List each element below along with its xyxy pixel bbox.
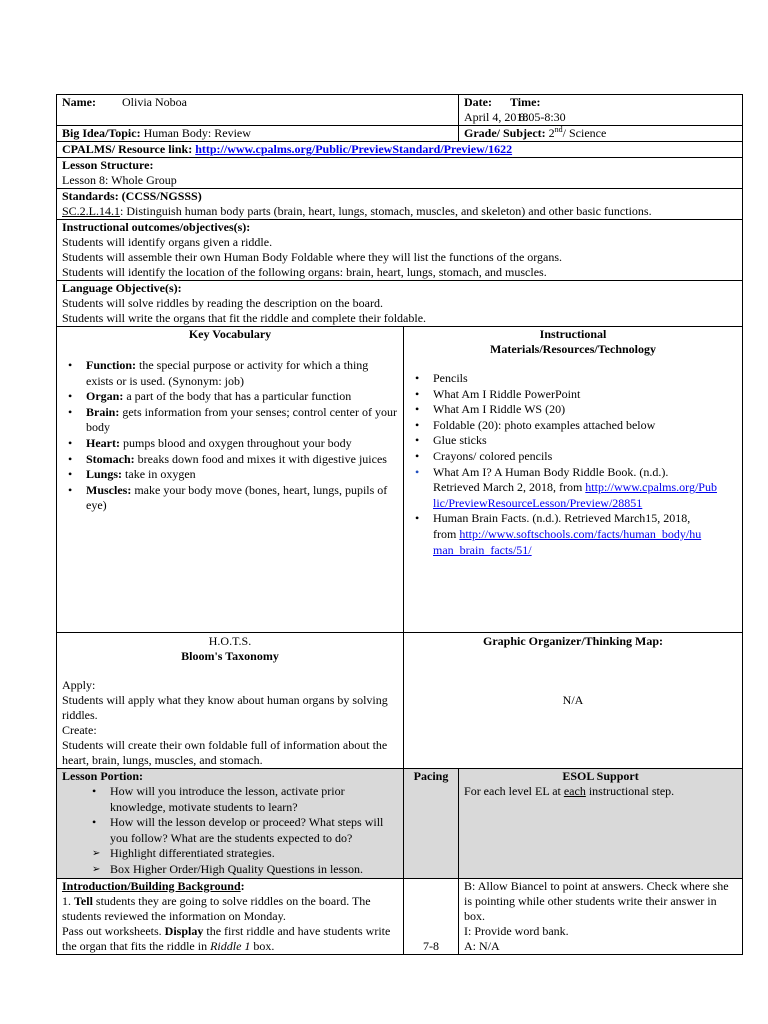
hots-title: H.O.T.S. bbox=[208, 634, 252, 648]
lesson-portion-note: ➢ Highlight differentiated strategies. bbox=[88, 846, 398, 862]
key-vocabulary-title: Key Vocabulary bbox=[188, 327, 272, 341]
name-value: Olivia Noboa bbox=[121, 95, 187, 109]
language-objectives-cell bbox=[57, 281, 743, 327]
vocabulary-item: • Lungs: take in oxygen bbox=[62, 467, 398, 483]
standards-label: Standards: (CCSS/NGSSS) bbox=[62, 189, 202, 203]
language-objective-line: Students will solve riddles by reading the description on the board. bbox=[62, 296, 383, 310]
introduction-title: Introduction/Building Background bbox=[62, 878, 241, 893]
big-idea-label: Big Idea/Topic: bbox=[62, 126, 141, 140]
introduction-step-2: Pass out worksheets. Display the first riddle and have students write the organ that fits the riddle in Riddle 1 box. bbox=[62, 923, 391, 953]
esol-intermediate: I: Provide word bank. bbox=[464, 923, 569, 938]
lesson-portion-arrows bbox=[62, 846, 398, 877]
outcome-line: Students will identify the location of the following organs: brain, heart, lungs, stomach, and muscles. bbox=[62, 265, 547, 279]
introduction-step-1: 1. Tell students they are going to solve riddles on the board. The students reviewed the information on Monday. bbox=[62, 893, 371, 923]
pacing-title: Pacing bbox=[413, 769, 449, 783]
outcome-line: Students will identify organs given a riddle. bbox=[62, 235, 273, 249]
reference-text: What Am I? A Human Body Riddle Book. (n.d.). Retrieved March 2, 2018, from bbox=[433, 464, 669, 495]
material-reference bbox=[409, 465, 737, 512]
pacing-cell bbox=[404, 878, 459, 954]
name-label: Name: bbox=[62, 95, 96, 109]
vocabulary-item: • Muscles: make your body move (bones, heart, lungs, pupils of eye) bbox=[62, 483, 398, 514]
lesson-plan-document bbox=[56, 94, 742, 955]
material-item: • What Am I Riddle PowerPoint bbox=[409, 387, 737, 403]
lesson-structure-value: Lesson 8: Whole Group bbox=[62, 173, 177, 187]
reference-text: Human Brain Facts. (n.d.). Retrieved March15, 2018, from bbox=[433, 511, 691, 541]
pacing-header-cell bbox=[404, 769, 459, 879]
cpalms-cell bbox=[57, 142, 743, 158]
language-objectives-label: Language Objective(s): bbox=[62, 281, 182, 295]
vocabulary-item: • Brain: gets information from your senses; control center of your body bbox=[62, 405, 398, 436]
date-time-cell bbox=[459, 95, 743, 126]
pacing-value: 7-8 bbox=[423, 938, 439, 953]
materials-list bbox=[409, 371, 737, 558]
graphic-organizer-value: N/A bbox=[562, 693, 584, 707]
key-vocabulary-cell bbox=[57, 327, 404, 633]
lesson-portion-cell bbox=[57, 769, 404, 879]
introduction-cell: Introduction/Building Background: 1. Tell students they are going to solve riddles on the board. The students reviewed the information on Monday. Pass out worksheets. Display the first riddle and have students write the organ that fits the riddle in Riddle 1 box. bbox=[57, 878, 404, 954]
esol-header-cell bbox=[459, 769, 743, 879]
cpalms-label: CPALMS/ Resource link: bbox=[62, 142, 193, 156]
time-label: Time: bbox=[510, 95, 541, 109]
name-cell bbox=[57, 95, 459, 126]
grade-sup: nd bbox=[554, 125, 563, 134]
material-item: • Crayons/ colored pencils bbox=[409, 449, 737, 465]
lesson-portion-question: • How will the lesson develop or proceed? What steps will you follow? What are the students expected to do? bbox=[88, 815, 398, 846]
outcomes-cell bbox=[57, 220, 743, 281]
standards-cell bbox=[57, 189, 743, 220]
lesson-structure-label: Lesson Structure: bbox=[62, 158, 154, 172]
material-item: • What Am I Riddle WS (20) bbox=[409, 402, 737, 418]
big-idea-value: Human Body: Review bbox=[143, 126, 251, 140]
lesson-structure-cell bbox=[57, 158, 743, 189]
vocabulary-item: • Function: the special purpose or activity for which a thing exists or is used. (Synonym: job) bbox=[62, 358, 398, 389]
lesson-portion-question: • How will you introduce the lesson, activate prior knowledge, motivate students to learn? bbox=[88, 784, 398, 815]
materials-title-2: Materials/Resources/Technology bbox=[490, 342, 656, 356]
graphic-organizer-cell bbox=[404, 633, 743, 769]
grade-label: Grade/ Subject: bbox=[464, 126, 546, 140]
reference-link[interactable]: http://www.softschools.com/facts/human_body/human_brain_facts/51/ bbox=[433, 526, 702, 557]
grade-num: 2 bbox=[548, 126, 555, 140]
date-value: April 4, 2018 bbox=[464, 110, 529, 124]
materials-title-1: Instructional bbox=[539, 327, 607, 341]
material-item: • Foldable (20): photo examples attached below bbox=[409, 418, 737, 434]
material-reference bbox=[409, 511, 737, 558]
outcome-line: Students will assemble their own Human Body Foldable where they will list the functions of the organs. bbox=[62, 250, 563, 264]
esol-advanced: A: N/A bbox=[464, 938, 500, 953]
esol-beginner: B: Allow Biancel to point at answers. Check where she is pointing while other students write their answer in box. bbox=[464, 878, 729, 923]
grade-cell bbox=[459, 126, 743, 142]
cpalms-link[interactable]: http://www.cpalms.org/Public/PreviewStandard/Preview/1622 bbox=[195, 142, 513, 156]
apply-label: Apply: bbox=[62, 678, 96, 692]
vocabulary-item: • Heart: pumps blood and oxygen throughout your body bbox=[62, 436, 398, 452]
apply-text: Students will apply what they know about human organs by solving riddles. bbox=[62, 693, 388, 722]
create-text: Students will create their own foldable full of information about the heart, brain, lungs, muscles, and stomach. bbox=[62, 738, 388, 767]
blooms-taxonomy-title: Bloom's Taxonomy bbox=[181, 649, 279, 663]
date-label: Date: bbox=[464, 95, 492, 109]
outcomes-label: Instructional outcomes/objectives(s): bbox=[62, 220, 251, 234]
standards-code: SC.2.L.14.1 bbox=[62, 204, 121, 218]
esol-support-cell bbox=[459, 878, 743, 954]
grade-subject: / Science bbox=[562, 126, 607, 140]
vocabulary-item: • Organ: a part of the body that has a particular function bbox=[62, 389, 398, 405]
time-value: 8:05-8:30 bbox=[519, 110, 566, 124]
graphic-organizer-title: Graphic Organizer/Thinking Map: bbox=[483, 634, 664, 648]
big-idea-cell bbox=[57, 126, 459, 142]
lesson-plan-table bbox=[56, 94, 743, 955]
language-objective-line: Students will write the organs that fit the riddle and complete their foldable. bbox=[62, 311, 427, 325]
material-item: • Glue sticks bbox=[409, 433, 737, 449]
lesson-portion-note: ➢ Box Higher Order/High Quality Questions in lesson. bbox=[88, 862, 398, 878]
lesson-portion-bullets bbox=[62, 784, 398, 846]
reference-link[interactable]: http://www.cpalms.org/Public/PreviewResourceLesson/Preview/28851 bbox=[433, 480, 717, 510]
hots-cell bbox=[57, 633, 404, 769]
standards-text: : Distinguish human body parts (brain, heart, lungs, stomach, muscles, and skeleton) and other basic functions. bbox=[120, 204, 652, 218]
esol-title: ESOL Support bbox=[562, 769, 639, 783]
esol-instruction: For each level EL at each instructional step. bbox=[464, 784, 675, 798]
materials-cell bbox=[404, 327, 743, 633]
lesson-portion-title: Lesson Portion: bbox=[62, 769, 143, 783]
create-label: Create: bbox=[62, 723, 97, 737]
vocabulary-item: • Stomach: breaks down food and mixes it with digestive juices bbox=[62, 452, 398, 468]
material-item: • Pencils bbox=[409, 371, 737, 387]
vocabulary-list bbox=[62, 358, 398, 514]
